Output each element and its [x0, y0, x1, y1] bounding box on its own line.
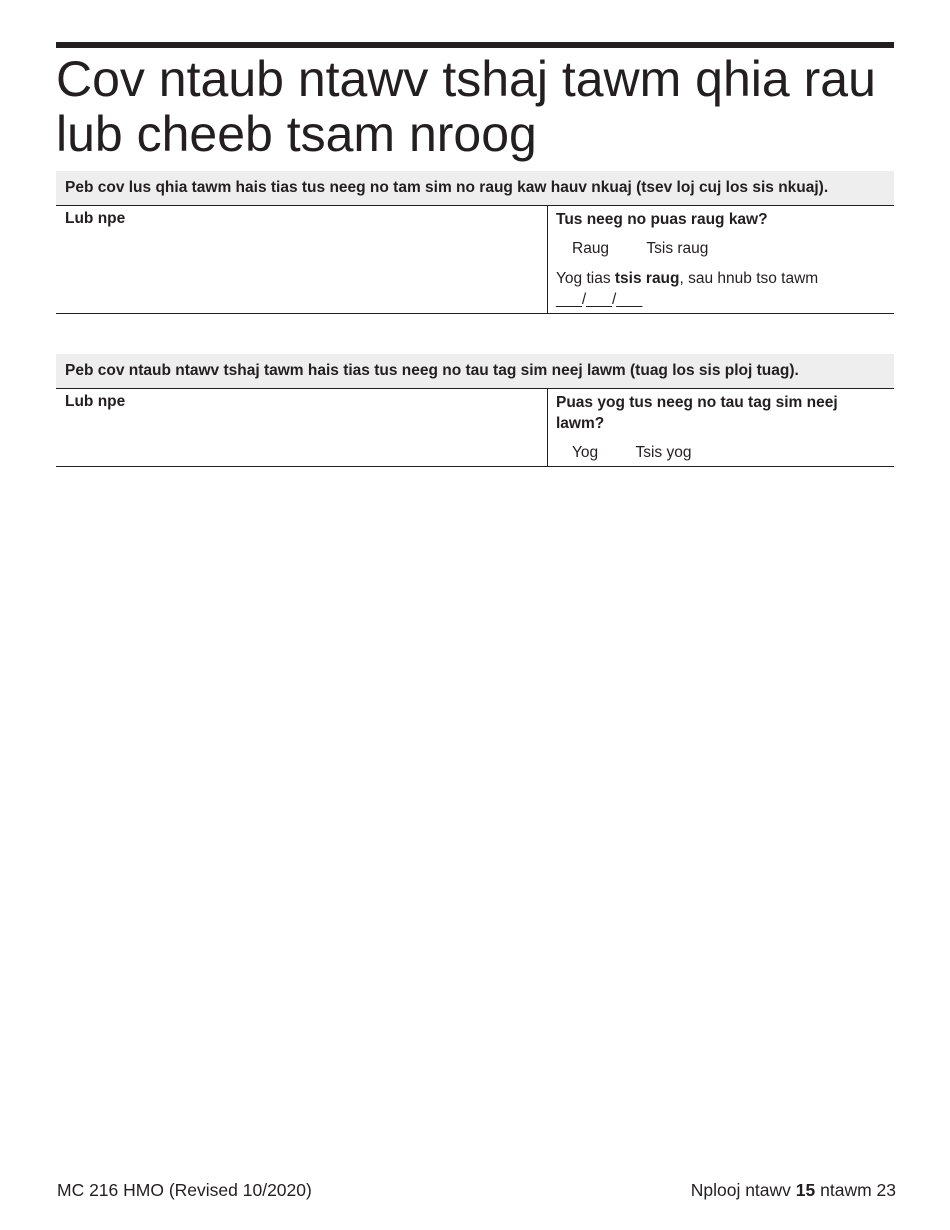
incarceration-table: [56, 171, 894, 314]
release-date-note: Yog tias tsis raug, sau hnub tso tawm ___/___/___: [556, 270, 819, 308]
deceased-options: [556, 443, 886, 463]
name-cell[interactable]: [56, 389, 548, 466]
page-title: Cov ntaub ntawv tshaj tawm qhia rau lub cheeb tsam nroog: [56, 51, 876, 162]
option-deceased-no[interactable]: Tsis yog: [635, 444, 692, 461]
release-date-field[interactable]: ___/___/___: [556, 291, 643, 308]
name-label: Lub npe: [65, 393, 126, 410]
deceased-question: Puas yog tus neeg no tau tag sim neej lawm?: [556, 394, 838, 432]
deceased-table: [56, 354, 894, 467]
option-incarcerated-no[interactable]: Tsis raug: [646, 240, 709, 257]
form-id: MC 216 HMO (Revised 10/2020): [57, 1180, 312, 1200]
title-rule: [56, 42, 894, 48]
incarcerated-cell: [548, 206, 894, 313]
incarceration-row: [56, 206, 894, 314]
deceased-header: Peb cov ntaub ntawv tshaj tawm hais tias tus neeg no tau tag sim neej lawm (tuag los sis ploj tuag).: [56, 354, 894, 389]
option-incarcerated-yes[interactable]: Raug: [572, 240, 610, 257]
deceased-cell: [548, 389, 894, 466]
incarcerated-options: [556, 239, 886, 259]
incarceration-header: Peb cov lus qhia tawm hais tias tus neeg no tam sim no raug kaw hauv nkuaj (tsev loj cuj los sis nkuaj).: [56, 171, 894, 206]
name-label: Lub npe: [65, 210, 126, 227]
page-number: Nplooj ntawv 15 ntawm 23: [690, 1180, 896, 1200]
option-deceased-yes[interactable]: Yog: [572, 444, 599, 461]
incarcerated-question: Tus neeg no puas raug kaw?: [556, 211, 768, 228]
deceased-row: [56, 389, 894, 467]
name-cell[interactable]: [56, 206, 548, 313]
